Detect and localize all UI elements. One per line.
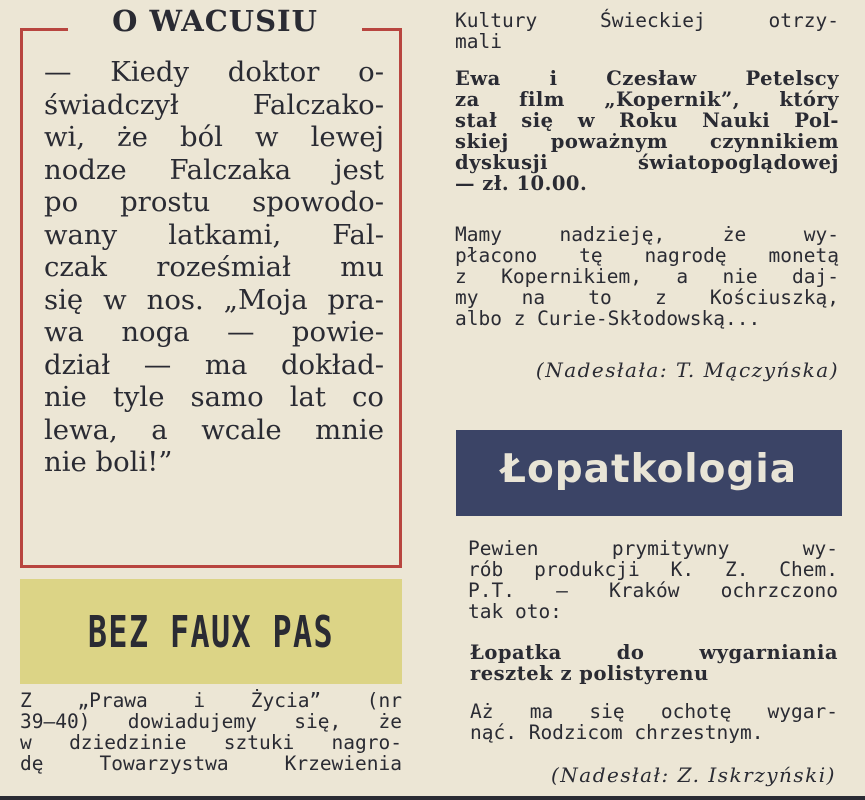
anecdote-line: lewa, a wcale mnie	[44, 413, 384, 446]
anecdote-line: czak roześmiał mu	[44, 251, 384, 283]
product-name	[470, 642, 838, 684]
award-line: — zł. 10.00.	[455, 172, 588, 195]
anecdote-title: O WACUSIU	[112, 4, 318, 38]
lopatkologia-intro	[468, 538, 838, 622]
signature-maczynska: (Nadesłała: T. Mączyńska)	[535, 358, 839, 382]
anecdote-line: po prostu spowodo-	[44, 186, 384, 218]
comment-line: my na to z Kościuszką,	[455, 286, 839, 309]
continuation-text	[455, 10, 839, 52]
comment-line: płacono tę nagrodę monetą	[455, 244, 839, 267]
article-line: dę Towarzystwa Krzewienia	[20, 752, 402, 775]
comment-line: Aż ma się ochotę wygar-	[470, 700, 838, 723]
article-line: rób produkcji K. Z. Chem.	[468, 558, 838, 581]
award-line: Ewa i Czesław Petelscy	[455, 67, 839, 90]
article-line: mali	[455, 30, 502, 53]
box-top-left-rule	[20, 28, 68, 31]
article-line: w dziedzinie sztuki nagro-	[20, 731, 402, 754]
article-line: P.T. — Kraków ochrzczono	[468, 579, 838, 602]
signature-iskrzynski: (Nadesłał: Z. Iskrzyński)	[550, 763, 836, 787]
bez-faux-pas-heading: BEZ FAUX PAS	[87, 607, 335, 658]
lopatkologia-comment	[470, 701, 838, 743]
anecdote-line: wi, że ból w lewej	[44, 121, 384, 153]
article-line: Kultury Świeckiej otrzy-	[455, 9, 839, 32]
anecdote-line: nie boli!”	[44, 446, 173, 478]
anecdote-line: wany latkami, Fal-	[44, 218, 384, 251]
comment-line: albo z Curie-Skłodowską...	[455, 307, 761, 330]
comment-line: z Kopernikiem, a nie daj-	[455, 265, 839, 288]
bez-faux-pas-text	[20, 690, 402, 774]
anecdote-text	[44, 56, 384, 479]
anecdote-line: nie tyle samo lat co	[44, 381, 384, 413]
comment-line: nąć. Rodzicom chrzestnym.	[470, 721, 764, 744]
anecdote-line: — Kiedy doktor o-	[44, 56, 384, 88]
product-line: Łopatka do wygarniania	[470, 641, 838, 664]
box-top-right-rule	[362, 28, 402, 31]
comment-line: Mamy nadzieję, że wy-	[455, 223, 839, 246]
award-line: stał się w Roku Nauki Pol-	[455, 109, 839, 132]
article-line: Pewien prymitywny wy-	[468, 537, 838, 560]
anecdote-line: nodze Falczaka jest	[44, 153, 384, 186]
anecdote-line: wa noga — powie-	[44, 316, 384, 348]
award-text	[455, 68, 839, 194]
award-line: za film „Kopernik”, który	[455, 88, 839, 111]
anecdote-line: dział — ma dokład-	[44, 348, 384, 381]
article-line: 39—40) dowiadujemy się, że	[20, 710, 402, 733]
product-line: resztek z polistyrenu	[470, 662, 709, 685]
anecdote-line: się w nos. „Moja pra-	[44, 283, 384, 316]
page-bottom-rule	[0, 796, 865, 800]
anecdote-line: świadczył Falczako-	[44, 88, 384, 121]
lopatkologia-heading: Łopatkologia	[500, 447, 798, 492]
award-line: dyskusji światopoglądowej	[455, 151, 839, 174]
article-line: tak oto:	[468, 600, 562, 623]
article-line: Z „Prawa i Życia” (nr	[20, 689, 402, 712]
award-line: skiej poważnym czynnikiem	[455, 130, 839, 153]
comment-text	[455, 224, 839, 329]
